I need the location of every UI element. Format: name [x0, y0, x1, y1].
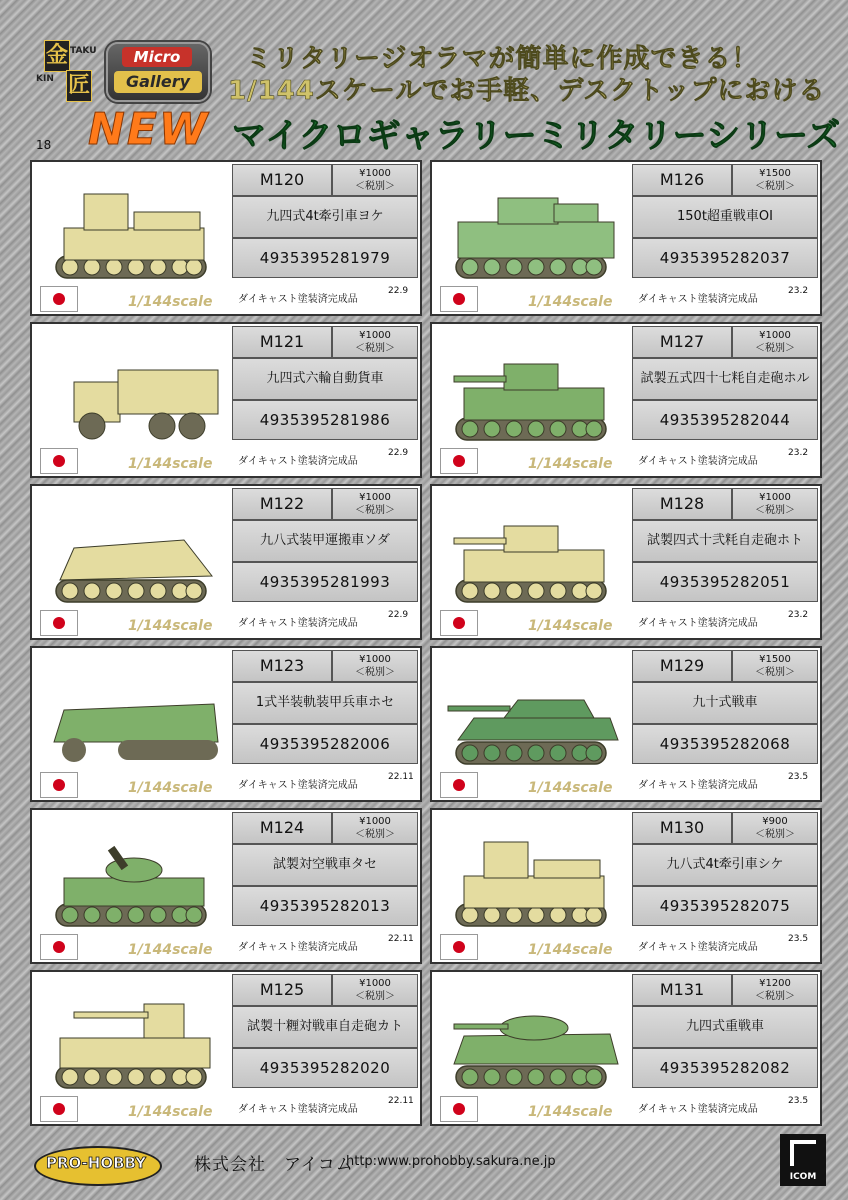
- jan-code: 4935395281979: [232, 238, 418, 278]
- product-card: [430, 970, 822, 1126]
- vehicle-model-image: [434, 164, 630, 284]
- scale-label: 1/144scale: [128, 942, 213, 958]
- vehicle-model-image: [434, 650, 630, 770]
- product-price-box: [332, 812, 418, 844]
- tax-label: ＜税別＞: [755, 829, 795, 840]
- jan-code: 4935395282068: [632, 724, 818, 764]
- product-photo: [34, 488, 230, 636]
- tax-label: ＜税別＞: [355, 343, 395, 354]
- product-price: ¥1500: [759, 654, 791, 665]
- japan-flag-icon: [40, 448, 78, 474]
- product-name: 九十式戦車: [632, 682, 818, 724]
- product-code: M124: [232, 812, 332, 844]
- prohobby-label: PRO-HOBBY: [45, 1154, 146, 1172]
- release-date: 22.11: [388, 934, 414, 944]
- product-photo: [434, 488, 630, 636]
- product-photo: [34, 326, 230, 474]
- release-date: 22.11: [388, 772, 414, 782]
- tax-label: ＜税別＞: [755, 991, 795, 1002]
- product-card: [430, 484, 822, 640]
- product-name: 試製四式十弐粍自走砲ホト: [632, 520, 818, 562]
- release-date: 22.9: [388, 448, 409, 458]
- diecast-label: ダイキャスト塗装済完成品: [638, 456, 758, 467]
- product-name: 九四式重戦車: [632, 1006, 818, 1048]
- diecast-label: ダイキャスト塗装済完成品: [238, 456, 358, 467]
- kintaku-logo: [36, 40, 98, 102]
- product-price: ¥1000: [359, 492, 391, 503]
- scale-label: 1/144scale: [128, 618, 213, 634]
- product-name: 150t超重戦車OI: [632, 196, 818, 238]
- scale-label: 1/144scale: [128, 294, 213, 310]
- japan-flag-icon: [40, 934, 78, 960]
- prohobby-logo: [34, 1140, 158, 1186]
- tax-label: ＜税別＞: [355, 505, 395, 516]
- product-code: M130: [632, 812, 732, 844]
- icom-logo: [780, 1134, 826, 1186]
- product-photo: [34, 650, 230, 798]
- diecast-label: ダイキャスト塗装済完成品: [638, 618, 758, 629]
- product-code: M125: [232, 974, 332, 1006]
- tax-label: ＜税別＞: [755, 505, 795, 516]
- tax-label: ＜税別＞: [355, 991, 395, 1002]
- vehicle-model-image: [434, 488, 630, 608]
- japan-flag-icon: [40, 610, 78, 636]
- taku-character: 匠: [66, 70, 92, 102]
- japan-flag-icon: [40, 1096, 78, 1122]
- vehicle-model-image: [34, 164, 230, 284]
- product-code: M123: [232, 650, 332, 682]
- diecast-label: ダイキャスト塗装済完成品: [238, 942, 358, 953]
- diecast-label: ダイキャスト塗装済完成品: [638, 942, 758, 953]
- product-code: M128: [632, 488, 732, 520]
- scale-label: 1/144scale: [128, 456, 213, 472]
- product-price: ¥1200: [759, 978, 791, 989]
- jan-code: 4935395282044: [632, 400, 818, 440]
- product-price-box: [332, 650, 418, 682]
- scale-label: 1/144scale: [528, 780, 613, 796]
- product-card: [430, 322, 822, 478]
- product-price: ¥1000: [359, 978, 391, 989]
- product-code: M131: [632, 974, 732, 1006]
- japan-flag-icon: [40, 286, 78, 312]
- release-date: 23.5: [788, 1096, 809, 1106]
- product-code: M129: [632, 650, 732, 682]
- jan-code: 4935395282013: [232, 886, 418, 926]
- diecast-label: ダイキャスト塗装済完成品: [638, 294, 758, 305]
- product-price: ¥1000: [359, 168, 391, 179]
- product-price: ¥1500: [759, 168, 791, 179]
- japan-flag-icon: [440, 610, 478, 636]
- product-photo: [34, 164, 230, 312]
- product-name: 試製五式四十七粍自走砲ホル: [632, 358, 818, 400]
- product-name: 九四式4t牽引車ヨケ: [232, 196, 418, 238]
- tax-label: ＜税別＞: [755, 667, 795, 678]
- product-price-box: [732, 164, 818, 196]
- vehicle-model-image: [434, 812, 630, 932]
- vehicle-model-image: [434, 974, 630, 1094]
- japan-flag-icon: [440, 772, 478, 798]
- product-price: ¥900: [762, 816, 788, 827]
- product-photo: [434, 650, 630, 798]
- diecast-label: ダイキャスト塗装済完成品: [238, 294, 358, 305]
- product-card: [30, 646, 422, 802]
- scale-label: 1/144scale: [528, 942, 613, 958]
- new-label: NEW: [88, 104, 210, 155]
- product-photo: [434, 326, 630, 474]
- release-date: 23.2: [788, 286, 809, 296]
- tax-label: ＜税別＞: [355, 181, 395, 192]
- jan-code: 4935395282075: [632, 886, 818, 926]
- product-price-box: [332, 974, 418, 1006]
- product-card: [30, 484, 422, 640]
- jan-code: 4935395282006: [232, 724, 418, 764]
- product-card: [430, 808, 822, 964]
- vehicle-model-image: [34, 974, 230, 1094]
- taku-label: TAKU: [70, 46, 97, 56]
- release-date: 22.9: [388, 286, 409, 296]
- release-date: 22.9: [388, 610, 409, 620]
- jan-code: 4935395282051: [632, 562, 818, 602]
- product-price-box: [332, 488, 418, 520]
- headline-line1: ミリタリージオラマが簡単に作成できる！: [246, 44, 759, 74]
- japan-flag-icon: [40, 772, 78, 798]
- product-price-box: [732, 974, 818, 1006]
- micro-label: Micro: [122, 47, 192, 67]
- product-price: ¥1000: [359, 816, 391, 827]
- product-price-box: [332, 164, 418, 196]
- tax-label: ＜税別＞: [755, 181, 795, 192]
- product-price-box: [732, 488, 818, 520]
- product-price: ¥1000: [759, 492, 791, 503]
- jan-code: 4935395281993: [232, 562, 418, 602]
- tax-label: ＜税別＞: [355, 667, 395, 678]
- release-date: 23.2: [788, 448, 809, 458]
- product-name: 九八式4t牽引車シケ: [632, 844, 818, 886]
- release-date: 23.5: [788, 772, 809, 782]
- product-card: [30, 160, 422, 316]
- product-name: 試製対空戦車タセ: [232, 844, 418, 886]
- diecast-label: ダイキャスト塗装済完成品: [638, 1104, 758, 1115]
- product-code: M126: [632, 164, 732, 196]
- product-price-box: [732, 650, 818, 682]
- tax-label: ＜税別＞: [755, 343, 795, 354]
- product-price-box: [732, 812, 818, 844]
- page-header: [0, 0, 848, 160]
- diecast-label: ダイキャスト塗装済完成品: [238, 618, 358, 629]
- japan-flag-icon: [440, 448, 478, 474]
- vehicle-model-image: [34, 812, 230, 932]
- jan-code: 4935395281986: [232, 400, 418, 440]
- product-name: 1式半装軌装甲兵車ホセ: [232, 682, 418, 724]
- jan-code: 4935395282082: [632, 1048, 818, 1088]
- page-number: 18: [36, 138, 52, 152]
- product-price-box: [332, 326, 418, 358]
- product-photo: [34, 812, 230, 960]
- kin-label: KIN: [36, 74, 54, 84]
- tax-label: ＜税別＞: [355, 829, 395, 840]
- release-date: 22.11: [388, 1096, 414, 1106]
- product-card: [30, 322, 422, 478]
- product-photo: [434, 812, 630, 960]
- scale-label: 1/144scale: [528, 618, 613, 634]
- scale-label: 1/144scale: [128, 1104, 213, 1120]
- scale-label: 1/144scale: [528, 294, 613, 310]
- series-title: マイクロギャラリーミリタリーシリーズ: [232, 116, 841, 156]
- jan-code: 4935395282037: [632, 238, 818, 278]
- diecast-label: ダイキャスト塗装済完成品: [638, 780, 758, 791]
- company-name: 株式会社 アイコム: [194, 1155, 354, 1175]
- japan-flag-icon: [440, 286, 478, 312]
- product-card: [430, 160, 822, 316]
- product-photo: [34, 974, 230, 1122]
- product-photo: [434, 974, 630, 1122]
- product-code: M121: [232, 326, 332, 358]
- website-url[interactable]: http:www.prohobby.sakura.ne.jp: [346, 1154, 556, 1169]
- product-card: [30, 808, 422, 964]
- kin-character: 金: [44, 40, 70, 72]
- vehicle-model-image: [34, 650, 230, 770]
- diecast-label: ダイキャスト塗装済完成品: [238, 1104, 358, 1115]
- scale-label: 1/144scale: [528, 1104, 613, 1120]
- vehicle-model-image: [34, 326, 230, 446]
- product-photo: [434, 164, 630, 312]
- vehicle-model-image: [434, 326, 630, 446]
- diecast-label: ダイキャスト塗装済完成品: [238, 780, 358, 791]
- headline-line2: 1/144スケールでお手軽、デスクトップにおける: [228, 76, 826, 106]
- product-price-box: [732, 326, 818, 358]
- product-code: M122: [232, 488, 332, 520]
- product-price: ¥1000: [359, 330, 391, 341]
- product-price: ¥1000: [359, 654, 391, 665]
- vehicle-model-image: [34, 488, 230, 608]
- product-name: 九四式六輪自動貨車: [232, 358, 418, 400]
- icom-mark-icon: [790, 1140, 816, 1166]
- release-date: 23.2: [788, 610, 809, 620]
- gallery-label: Gallery: [114, 71, 202, 93]
- jan-code: 4935395282020: [232, 1048, 418, 1088]
- scale-label: 1/144scale: [528, 456, 613, 472]
- product-code: M120: [232, 164, 332, 196]
- release-date: 23.5: [788, 934, 809, 944]
- micro-gallery-logo: [106, 42, 210, 102]
- icom-label: ICOM: [789, 1172, 817, 1182]
- scale-label: 1/144scale: [128, 780, 213, 796]
- product-card: [30, 970, 422, 1126]
- product-name: 九八式装甲運搬車ソダ: [232, 520, 418, 562]
- product-card: [430, 646, 822, 802]
- japan-flag-icon: [440, 1096, 478, 1122]
- product-name: 試製十糎対戦車自走砲カト: [232, 1006, 418, 1048]
- product-code: M127: [632, 326, 732, 358]
- japan-flag-icon: [440, 934, 478, 960]
- product-price: ¥1000: [759, 330, 791, 341]
